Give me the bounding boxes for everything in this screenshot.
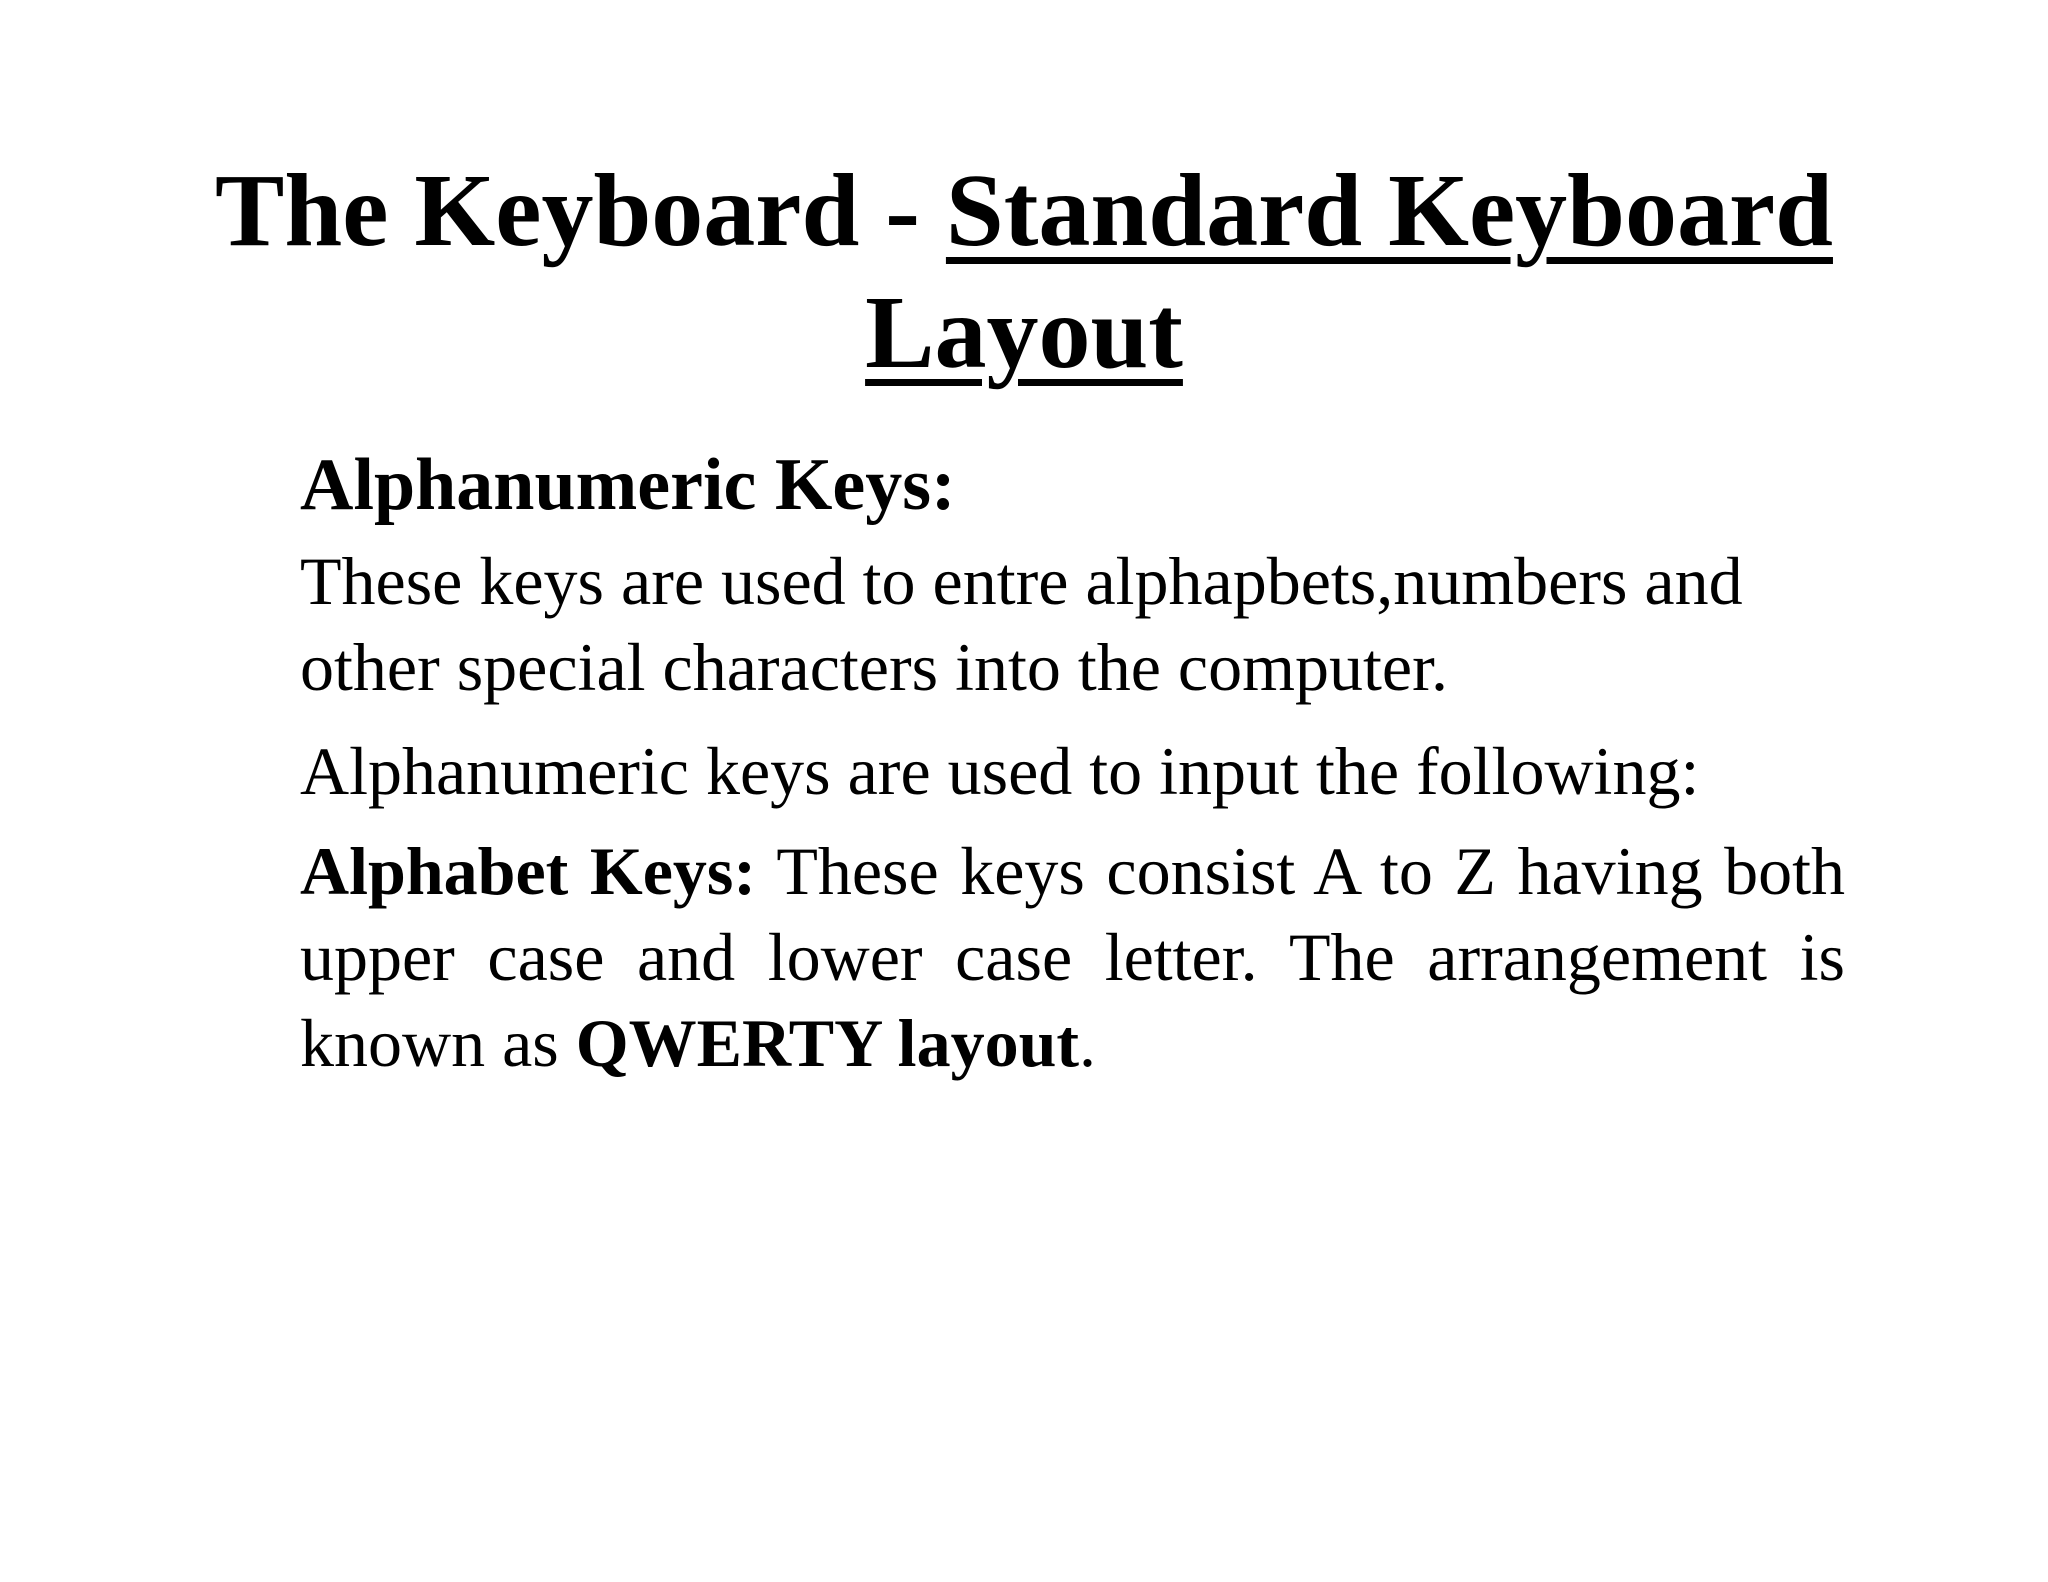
alphabet-keys-label: Alphabet Keys: <box>300 833 757 909</box>
section-heading: Alphanumeric Keys: <box>300 444 956 526</box>
qwerty-layout-emphasis: QWERTY layout <box>575 1005 1080 1081</box>
paragraph-keys-purpose: These keys are used to entre alphapbets,numbers and other special characters into the computer. <box>300 543 1743 705</box>
slide-title <box>150 150 1898 394</box>
paragraph-alphabet-keys <box>300 828 1845 1086</box>
slide-body <box>300 440 1845 1086</box>
paragraph-end: . <box>1079 1005 1097 1081</box>
paragraph-keys-input: Alphanumeric keys are used to input the following: <box>300 733 1700 809</box>
alphabet-keys-text: These keys consist A to Z having both upper case and lower case letter. The arrangement is known as <box>300 833 1846 1081</box>
title-underlined: Standard Keyboard Layout <box>865 153 1833 390</box>
title-prefix: The Keyboard - <box>215 153 946 268</box>
